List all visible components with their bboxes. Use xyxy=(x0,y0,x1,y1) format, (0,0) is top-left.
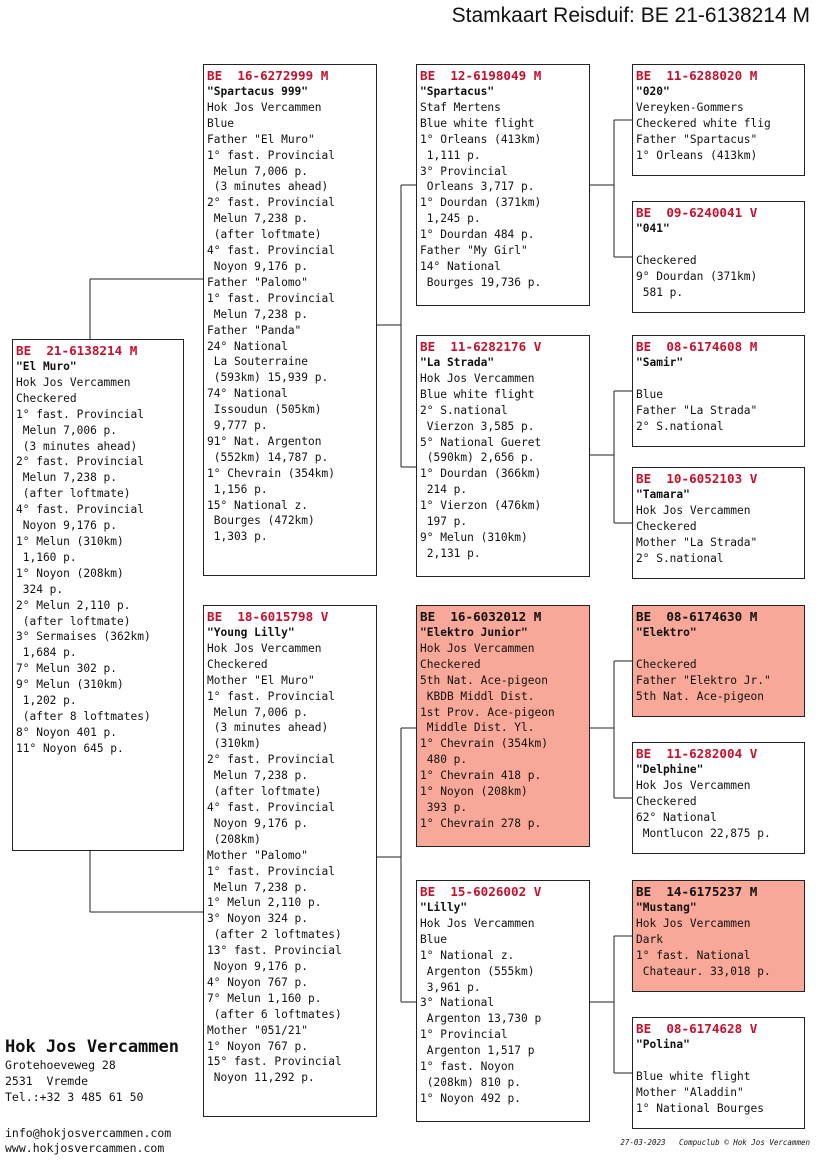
pigeon-card-b1 xyxy=(203,64,377,576)
pigeon-card-b12 xyxy=(632,742,805,854)
pigeon-detail-line: Hok Jos Vercammen xyxy=(420,371,535,385)
pigeon-detail-line: Chateaur. 33,018 p. xyxy=(636,964,771,978)
pigeon-detail-line: 3° Provincial xyxy=(420,164,508,178)
pigeon-detail-line: Vierzon 3,585 p. xyxy=(420,419,535,433)
pigeon-detail-line: 1° fast. Provincial xyxy=(207,689,335,703)
pigeon-detail-line: 1° Chevrain 278 p. xyxy=(420,816,542,830)
pigeon-detail-line: 197 p. xyxy=(420,515,468,529)
ring-number: BE 21-6138214 M xyxy=(16,343,138,358)
pigeon-detail-line: 7° Melun 302 p. xyxy=(16,662,118,676)
pigeon-detail-line: 1,156 p. xyxy=(207,482,268,496)
pigeon-detail-line: (593km) 15,939 p. xyxy=(207,371,329,385)
pigeon-name: "Tamara" xyxy=(636,488,690,501)
pigeon-detail-line: Argenton 1,517 p xyxy=(420,1044,535,1058)
pigeon-name: "Elektro" xyxy=(636,626,697,639)
pigeon-card-b2 xyxy=(203,605,377,1117)
pigeon-card-b11 xyxy=(632,605,805,717)
pigeon-detail-line: 9° Melun (310km) xyxy=(16,678,124,692)
pigeon-detail-line: 5° National Gueret xyxy=(420,435,542,449)
pigeon-detail-line: (552km) 14,787 p. xyxy=(207,450,329,464)
pigeon-detail-line: Hok Jos Vercammen xyxy=(636,916,751,930)
owner-phone: Tel.:+32 3 485 61 50 xyxy=(5,1090,144,1104)
pigeon-detail-line: 1° fast. Provincial xyxy=(207,291,335,305)
pigeon-detail-line: 1° National Bourges xyxy=(636,1101,764,1115)
pigeon-detail-line: 8° Noyon 401 p. xyxy=(16,725,118,739)
pigeon-detail-line: 2° fast. Provincial xyxy=(207,196,335,210)
pigeon-detail-line: Hok Jos Vercammen xyxy=(420,641,535,655)
pigeon-card-b13 xyxy=(632,880,805,992)
ring-number: BE 09-6240041 V xyxy=(636,205,758,220)
pigeon-detail-line: Mother "Palomo" xyxy=(207,848,309,862)
pigeon-card-b9 xyxy=(632,335,805,447)
pigeon-detail-line: Checkered xyxy=(636,253,697,267)
pigeon-card-b14 xyxy=(632,1017,805,1129)
pigeon-detail-line: Melun 7,006 p. xyxy=(207,164,309,178)
pigeon-detail-line: 581 p. xyxy=(636,285,684,299)
pigeon-detail-line: 91° Nat. Argenton xyxy=(207,434,322,448)
pigeon-detail-line: Blue white flight xyxy=(420,116,535,130)
pigeon-detail-line: (after 8 loftmates) xyxy=(16,709,151,723)
pigeon-detail-line: 1° Noyon 767 p. xyxy=(207,1039,309,1053)
pigeon-name: "Samir" xyxy=(636,356,684,369)
pigeon-card-b8 xyxy=(632,201,805,313)
pigeon-detail-line: (3 minutes ahead) xyxy=(207,180,329,194)
pigeon-detail-line: (after loftmate) xyxy=(207,228,322,242)
pigeon-detail-line: Middle Dist. Yl. xyxy=(420,721,535,735)
pigeon-detail-line: 4° fast. Provincial xyxy=(16,503,144,517)
owner-name: Hok Jos Vercammen xyxy=(5,1037,179,1057)
pigeon-detail-line: 1° Vierzon (476km) xyxy=(420,499,542,513)
pigeon-detail-line: 9° Dourdan (371km) xyxy=(636,269,758,283)
pigeon-detail-line: Hok Jos Vercammen xyxy=(207,641,322,655)
ring-number: BE 16-6272999 M xyxy=(207,68,329,83)
pigeon-detail-line: 3° Noyon 324 p. xyxy=(207,912,309,926)
pigeon-detail-line: Montlucon 22,875 p. xyxy=(636,826,771,840)
pigeon-detail-line: Father "Palomo" xyxy=(207,275,309,289)
ring-number: BE 14-6175237 M xyxy=(636,884,758,899)
pigeon-detail-line: 1° Noyon (208km) xyxy=(16,566,124,580)
pigeon-card-b5 xyxy=(416,605,590,847)
pigeon-detail-line: (after 2 loftmates) xyxy=(207,928,342,942)
owner-website[interactable]: www.hokjosvercammen.com xyxy=(5,1141,165,1155)
pigeon-detail-line: 1st Prov. Ace-pigeon xyxy=(420,705,555,719)
owner-street: Grotehoeveweg 28 xyxy=(5,1058,116,1072)
pigeon-detail-line: Checkered xyxy=(636,794,697,808)
pigeon-detail-line: Mother "051/21" xyxy=(207,1023,309,1037)
pigeon-detail-line: (3 minutes ahead) xyxy=(207,721,329,735)
ring-number: BE 10-6052103 V xyxy=(636,471,758,486)
pigeon-card-b10 xyxy=(632,467,805,579)
pigeon-detail-line: Father "My Girl" xyxy=(420,244,528,258)
pigeon-detail-line: Melun 7,238 p. xyxy=(207,212,309,226)
pigeon-detail-line: 214 p. xyxy=(420,483,468,497)
pigeon-name: "Young Lilly" xyxy=(207,626,295,639)
ring-number: BE 12-6198049 M xyxy=(420,68,542,83)
footer-date: 27-03-2023 xyxy=(620,1138,666,1147)
pigeon-detail-line: (3 minutes ahead) xyxy=(16,439,138,453)
pigeon-detail-line: Blue xyxy=(636,387,663,401)
footer xyxy=(620,1138,810,1147)
pigeon-name: "Polina" xyxy=(636,1038,690,1051)
pigeon-detail-line: Blue xyxy=(207,116,234,130)
owner-city: 2531 Vremde xyxy=(5,1074,89,1088)
pigeon-detail-line: Father "Spartacus" xyxy=(636,132,758,146)
ring-number: BE 18-6015798 V xyxy=(207,609,329,624)
pigeon-detail-line: 5th Nat. Ace-pigeon xyxy=(420,673,548,687)
pigeon-detail-line: 1° Melun 2,110 p. xyxy=(207,896,322,910)
pigeon-detail-line: 2° S.national xyxy=(636,551,724,565)
pigeon-detail-line: Noyon 11,292 p. xyxy=(207,1071,315,1085)
pigeon-detail-line: Checkered xyxy=(16,391,77,405)
pigeon-detail-line: 13° fast. Provincial xyxy=(207,944,342,958)
ring-number: BE 16-6032012 M xyxy=(420,609,542,624)
pigeon-name: "La Strada" xyxy=(420,356,495,369)
pigeon-detail-line: Father "Elektro Jr." xyxy=(636,673,771,687)
pigeon-detail-line xyxy=(636,237,801,253)
pigeon-detail-line: 15° National z. xyxy=(207,498,309,512)
pigeon-detail-line: Father "El Muro" xyxy=(207,132,315,146)
pigeon-detail-line: 5th Nat. Ace-pigeon xyxy=(636,689,764,703)
pigeon-card-b7 xyxy=(632,64,805,176)
pigeon-detail-line: Noyon 9,176 p. xyxy=(207,259,309,273)
pigeon-detail-line: Father "Panda" xyxy=(207,323,302,337)
pigeon-detail-line: 2,131 p. xyxy=(420,546,481,560)
pigeon-detail-line: 1,111 p. xyxy=(420,148,481,162)
pigeon-detail-line: Bourges (472km) xyxy=(207,514,315,528)
pigeon-detail-line: Melun 7,238 p. xyxy=(207,307,309,321)
pigeon-detail-line: 393 p. xyxy=(420,800,468,814)
pigeon-detail-line: 1° National z. xyxy=(420,948,515,962)
pigeon-detail-line: 1,684 p. xyxy=(16,646,77,660)
pigeon-card-b4 xyxy=(416,335,590,577)
pigeon-detail-line: 1° Melun (310km) xyxy=(16,534,124,548)
ring-number: BE 11-6282176 V xyxy=(420,339,542,354)
pigeon-detail-line: 4° fast. Provincial xyxy=(207,800,335,814)
pigeon-detail-line: Noyon 9,176 p. xyxy=(16,519,118,533)
pigeon-name: "Mustang" xyxy=(636,901,697,914)
pigeon-detail-line: 1° Dourdan (371km) xyxy=(420,196,542,210)
pigeon-detail-line: Checkered xyxy=(636,657,697,671)
pigeon-detail-line: Argenton (555km) xyxy=(420,964,535,978)
pigeon-detail-line: Melun 7,238 p. xyxy=(207,769,309,783)
pigeon-detail-line: 3,961 p. xyxy=(420,980,481,994)
pigeon-detail-line: (after loftmate) xyxy=(16,487,131,501)
pigeon-name: "Elektro Junior" xyxy=(420,626,528,639)
pigeon-name: "Spartacus 999" xyxy=(207,85,309,98)
pigeon-detail-line: 74° National xyxy=(207,387,288,401)
pigeon-detail-line: (after loftmate) xyxy=(16,614,131,628)
pigeon-detail-line: 2° fast. Provincial xyxy=(16,455,144,469)
pigeon-detail-line: Mother "Aladdin" xyxy=(636,1085,744,1099)
owner-contact xyxy=(5,1126,171,1156)
pigeon-detail-line: Melun 7,006 p. xyxy=(207,705,309,719)
pigeon-detail-line: Melun 7,238 p. xyxy=(16,471,118,485)
pigeon-card-b0 xyxy=(12,339,184,851)
pigeon-detail-line: Mother "La Strada" xyxy=(636,535,758,549)
pigeon-detail-line: 1,202 p. xyxy=(16,694,77,708)
pigeon-detail-line: Mother "El Muro" xyxy=(207,673,315,687)
pigeon-detail-line: 3° Sermaises (362km) xyxy=(16,630,151,644)
ring-number: BE 08-6174630 M xyxy=(636,609,758,624)
pigeon-detail-line: Blue xyxy=(420,932,447,946)
pigeon-detail-line: 1° fast. National xyxy=(636,948,751,962)
pigeon-detail-line: (590km) 2,656 p. xyxy=(420,451,535,465)
owner-email[interactable]: info@hokjosvercammen.com xyxy=(5,1126,172,1140)
pigeon-detail-line: Orleans 3,717 p. xyxy=(420,180,535,194)
pigeon-detail-line: 9° Melun (310km) xyxy=(420,530,528,544)
pigeon-name: "Lilly" xyxy=(420,901,468,914)
pigeon-detail-line xyxy=(636,371,801,387)
pigeon-detail-line: 4° fast. Provincial xyxy=(207,244,335,258)
pigeon-detail-line: 1° Chevrain (354km) xyxy=(207,466,335,480)
pigeon-detail-line: Checkered white flig xyxy=(636,116,771,130)
pigeon-detail-line: 4° Noyon 767 p. xyxy=(207,975,309,989)
pigeon-detail-line: Checkered xyxy=(636,519,697,533)
pigeon-detail-line: La Souterraine xyxy=(207,355,309,369)
pigeon-detail-line: 2° S.national xyxy=(420,403,508,417)
pigeon-detail-line: 1° Provincial xyxy=(420,1028,508,1042)
pigeon-detail-line: Bourges 19,736 p. xyxy=(420,275,542,289)
pigeon-detail-line: 324 p. xyxy=(16,582,64,596)
pigeon-detail-line: Staf Mertens xyxy=(420,100,501,114)
pigeon-detail-line: 1° fast. Provincial xyxy=(16,407,144,421)
pigeon-detail-line: 14° National xyxy=(420,259,501,273)
pigeon-detail-line: Noyon 9,176 p. xyxy=(207,816,309,830)
pigeon-detail-line: 1,245 p. xyxy=(420,212,481,226)
pigeon-detail-line: (208km) xyxy=(207,832,261,846)
pigeon-detail-line: Noyon 9,176 p. xyxy=(207,960,309,974)
pigeon-detail-line: 1° Dourdan 484 p. xyxy=(420,228,535,242)
pigeon-detail-line: Checkered xyxy=(420,657,481,671)
pigeon-detail-line: Issoudun (505km) xyxy=(207,403,322,417)
pigeon-detail-line: 1,303 p. xyxy=(207,530,268,544)
owner-block xyxy=(5,1037,179,1105)
ring-number: BE 08-6174628 V xyxy=(636,1021,758,1036)
pigeon-detail-line: 9,777 p. xyxy=(207,419,268,433)
pigeon-detail-line: 1° Orleans (413km) xyxy=(636,148,758,162)
pigeon-detail-line: Hok Jos Vercammen xyxy=(636,503,751,517)
pigeon-detail-line: (after loftmate) xyxy=(207,785,322,799)
pigeon-name: "Spartacus" xyxy=(420,85,495,98)
pigeon-detail-line: 11° Noyon 645 p. xyxy=(16,741,124,755)
pigeon-detail-line: (208km) 810 p. xyxy=(420,1075,522,1089)
pigeon-detail-line: 2° S.national xyxy=(636,419,724,433)
pigeon-detail-line: 1° fast. Noyon xyxy=(420,1060,515,1074)
pigeon-detail-line: Father "La Strada" xyxy=(636,403,758,417)
pigeon-detail-line: 62° National xyxy=(636,810,717,824)
pigeon-detail-line: Blue white flight xyxy=(636,1069,751,1083)
pigeon-name: "041" xyxy=(636,222,670,235)
pigeon-detail-line: Hok Jos Vercammen xyxy=(420,916,535,930)
pigeon-detail-line: 7° Melun 1,160 p. xyxy=(207,991,322,1005)
pigeon-detail-line: Hok Jos Vercammen xyxy=(16,375,131,389)
pigeon-detail-line: 1° Chevrain 418 p. xyxy=(420,769,542,783)
pigeon-detail-line: 24° National xyxy=(207,339,288,353)
pigeon-name: "020" xyxy=(636,85,670,98)
ring-number: BE 11-6282004 V xyxy=(636,746,758,761)
pigeon-detail-line: 3° National xyxy=(420,996,495,1010)
ring-number: BE 15-6026002 V xyxy=(420,884,542,899)
pigeon-detail-line: 1° Noyon 492 p. xyxy=(420,1091,522,1105)
pigeon-card-b3 xyxy=(416,64,590,306)
pigeon-detail-line: Hok Jos Vercammen xyxy=(636,778,751,792)
pigeon-name: "Delphine" xyxy=(636,763,704,776)
pigeon-detail-line: Vereyken-Gommers xyxy=(636,100,744,114)
pigeon-detail-line: Argenton 13,730 p xyxy=(420,1012,542,1026)
pigeon-detail-line: Blue white flight xyxy=(420,387,535,401)
pigeon-detail-line: Melun 7,006 p. xyxy=(16,423,118,437)
pigeon-detail-line: 15° fast. Provincial xyxy=(207,1055,342,1069)
footer-credit: Compuclub © Hok Jos Vercammen xyxy=(679,1138,810,1147)
pigeon-detail-line: 2° fast. Provincial xyxy=(207,753,335,767)
pigeon-detail-line: (310km) xyxy=(207,737,261,751)
pigeon-detail-line: Melun 7,238 p. xyxy=(207,880,309,894)
pigeon-detail-line: Hok Jos Vercammen xyxy=(207,100,322,114)
pigeon-detail-line xyxy=(636,641,801,657)
pigeon-detail-line: 1° fast. Provincial xyxy=(207,148,335,162)
pigeon-detail-line: 1° fast. Provincial xyxy=(207,864,335,878)
pigeon-detail-line: 1° Orleans (413km) xyxy=(420,132,542,146)
ring-number: BE 11-6288020 M xyxy=(636,68,758,83)
ring-number: BE 08-6174608 M xyxy=(636,339,758,354)
pigeon-name: "El Muro" xyxy=(16,360,77,373)
pigeon-detail-line: (after 6 loftmates) xyxy=(207,1007,342,1021)
pigeon-detail-line: 1° Chevrain (354km) xyxy=(420,737,548,751)
pigeon-detail-line: Dark xyxy=(636,932,663,946)
pigeon-detail-line: KBDB Middl Dist. xyxy=(420,689,535,703)
pigeon-detail-line: 2° Melun 2,110 p. xyxy=(16,598,131,612)
pigeon-detail-line: 1° Noyon (208km) xyxy=(420,785,528,799)
pigeon-detail-line: Checkered xyxy=(207,657,268,671)
pigeon-detail-line: 1,160 p. xyxy=(16,550,77,564)
page-title: Stamkaart Reisduif: BE 21-6138214 M xyxy=(451,4,810,27)
pigeon-card-b6 xyxy=(416,880,590,1122)
pigeon-detail-line xyxy=(636,1053,801,1069)
pigeon-detail-line: 480 p. xyxy=(420,753,468,767)
pigeon-detail-line: 1° Dourdan (366km) xyxy=(420,467,542,481)
